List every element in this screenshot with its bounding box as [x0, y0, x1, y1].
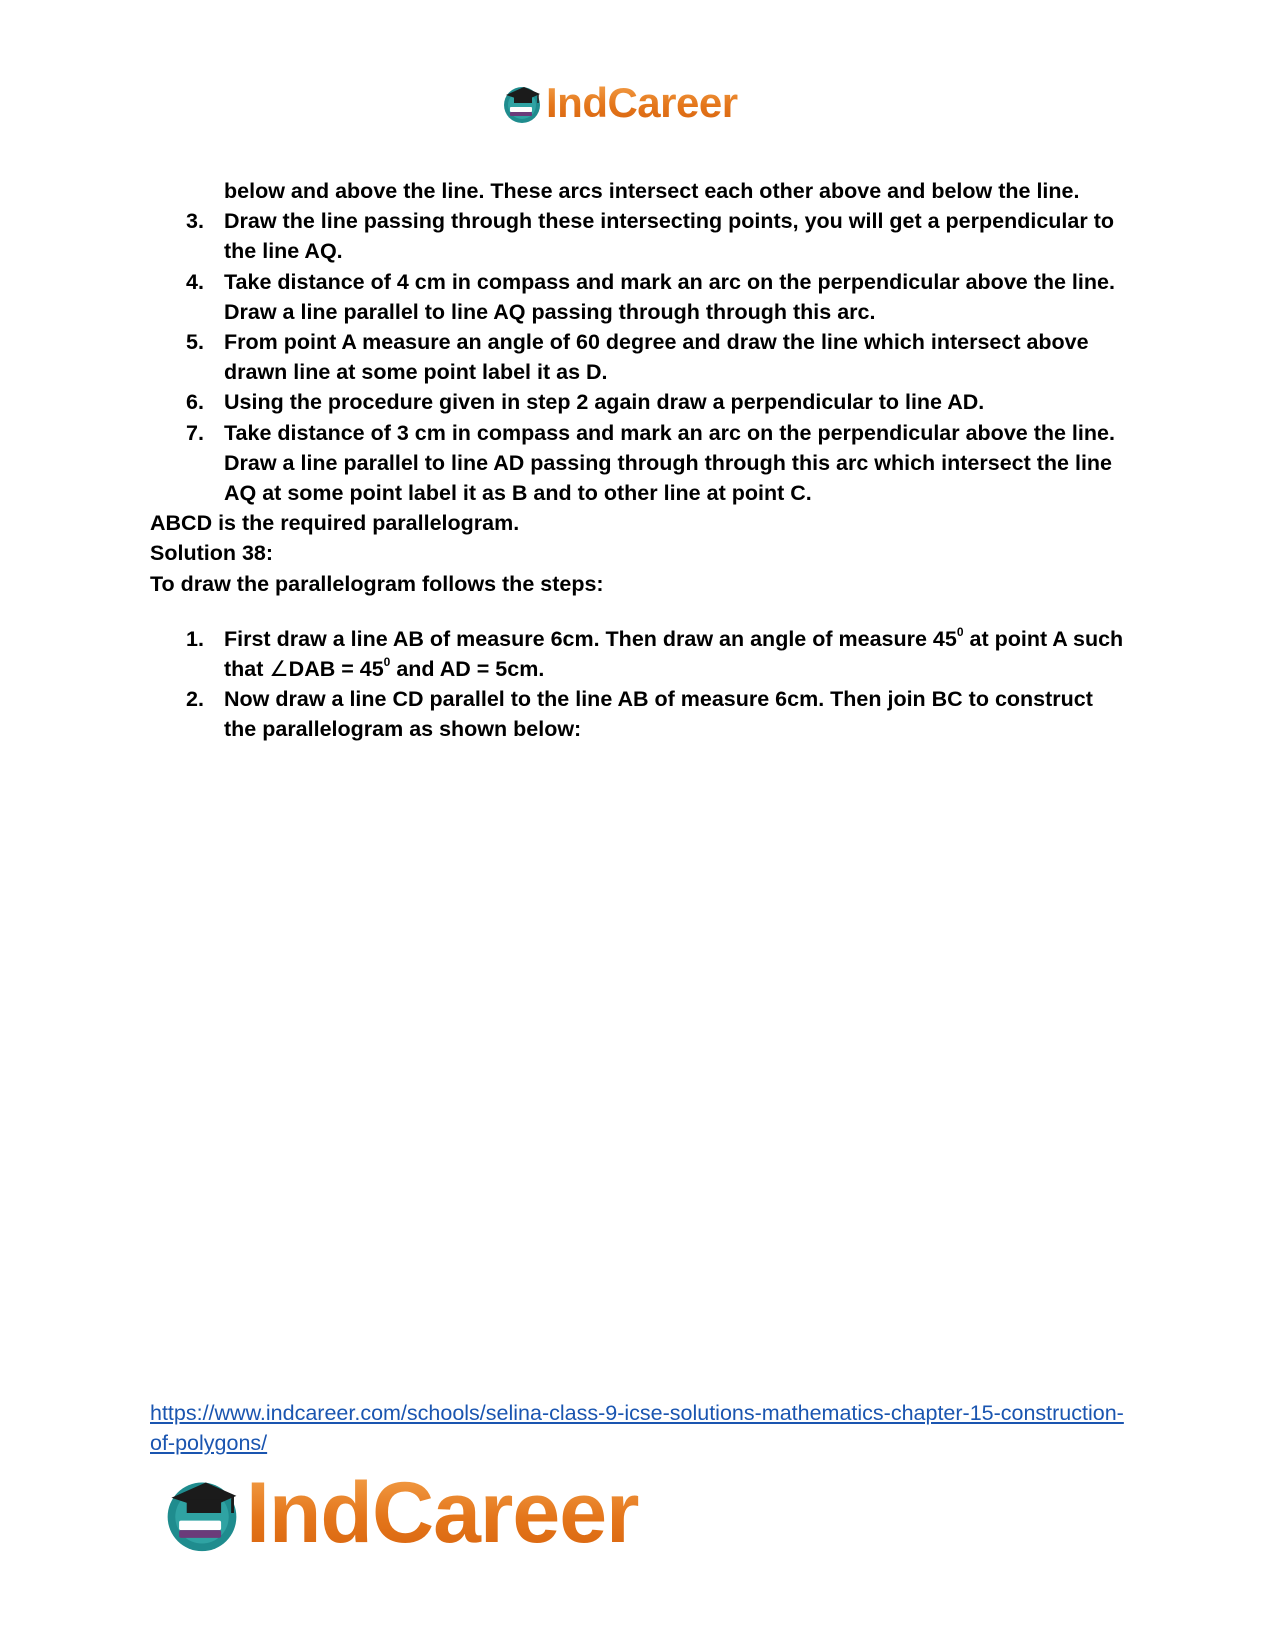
- graduation-cap-globe-icon: [500, 81, 544, 125]
- graduation-cap-globe-icon: [160, 1471, 244, 1555]
- list-item: 3. Draw the line passing through these intersecting points, you will get a perpendicular to the line AQ.: [186, 209, 1114, 264]
- solution-heading: Solution 38:: [150, 541, 274, 566]
- degree-superscript: 0: [383, 654, 391, 669]
- parallelogram-steps-list: [150, 624, 1130, 745]
- construction-steps-list: [150, 176, 1130, 508]
- list-item: 4. Take distance of 4 cm in compass and mark an arc on the perpendicular above the line. Draw a line parallel to line AQ passing through through this arc.: [186, 269, 1115, 324]
- list-item: 7. Take distance of 3 cm in compass and mark an arc on the perpendicular above the line. Draw a line parallel to line AD passing through through this arc which intersect the line AQ at some point label it as B and to other line at point C.: [186, 420, 1115, 506]
- source-link[interactable]: https://www.indcareer.com/schools/selina-class-9-icse-solutions-mathematics-chapter-15-construction-of-polygons/: [150, 1401, 1124, 1455]
- degree-superscript: 0: [956, 624, 964, 639]
- header-logo: [500, 80, 738, 126]
- intro-text: To draw the parallelogram follows the steps:: [150, 571, 604, 596]
- list-item: 1. First draw a line AB of measure 6cm. Then draw an angle of measure $45^0$ at point A such that ∠DAB = $45^0$ and AD = 5cm.: [186, 624, 1124, 682]
- document-body: [150, 176, 1130, 745]
- list-item: 6. Using the procedure given in step 2 again draw a perpendicular to line AD.: [186, 390, 985, 415]
- list-item-continuation: below and above the line. These arcs intersect each other above and below the line.: [224, 179, 1080, 203]
- source-link-block: [150, 1398, 1130, 1458]
- list-item: 5. From point A measure an angle of 60 degree and draw the line which intersect above drawn line at some point label it as D.: [186, 330, 1089, 385]
- footer-logo: [160, 1465, 639, 1561]
- angle-symbol: ∠: [269, 657, 289, 682]
- list-item: 2. Now draw a line CD parallel to the line AB of measure 6cm. Then join BC to construct the parallelogram as shown below:: [186, 687, 1093, 742]
- conclusion-text: ABCD is the required parallelogram.: [150, 511, 520, 536]
- logo-wordmark: IndCareer: [546, 79, 738, 126]
- logo-wordmark: IndCareer: [246, 1465, 639, 1561]
